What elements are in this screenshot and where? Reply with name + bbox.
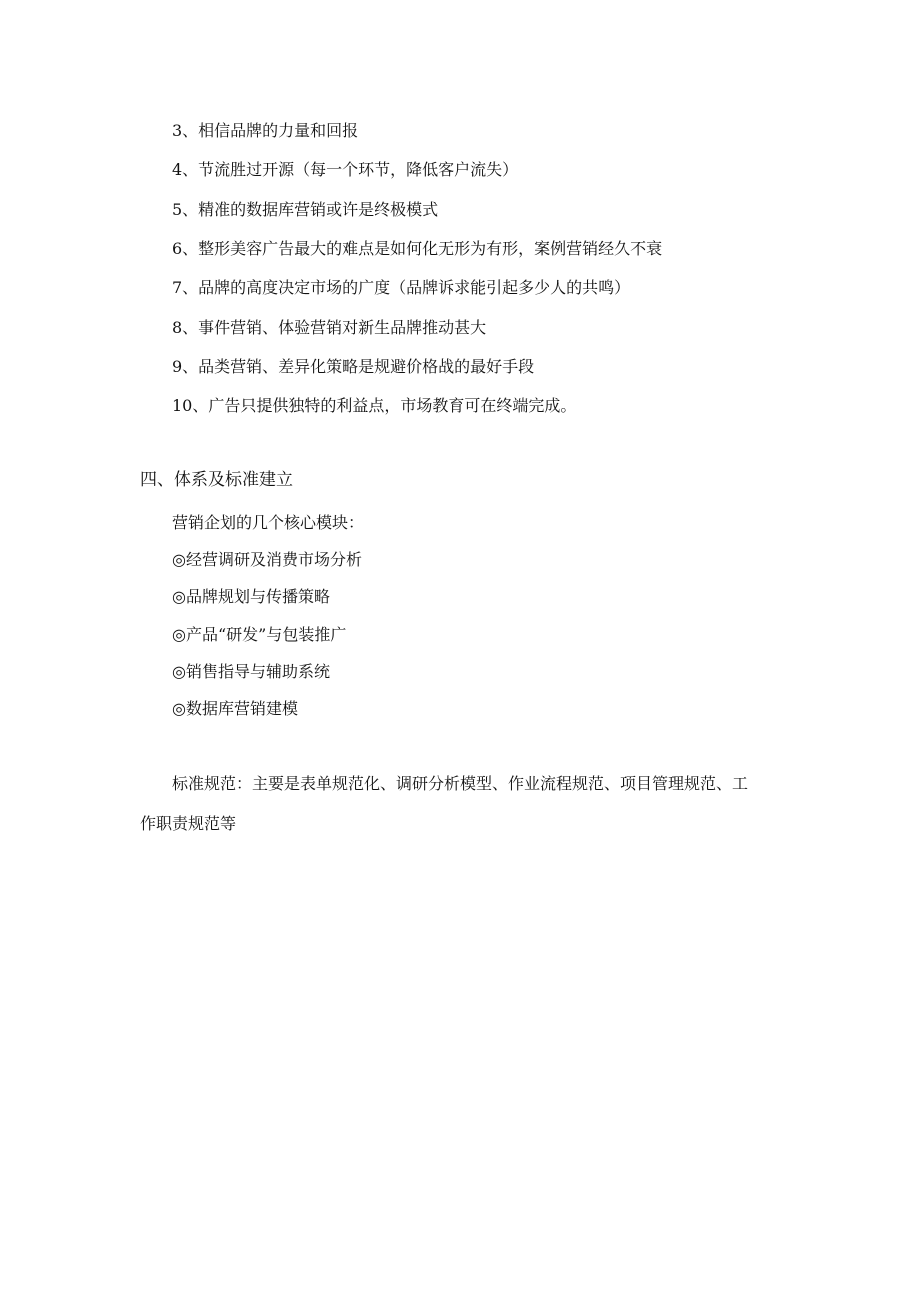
list-item-7: 7、品牌的高度决定市场的广度（品牌诉求能引起多少人的共鸣）: [172, 278, 631, 297]
list-item-3: 3、相信品牌的力量和回报: [172, 121, 359, 140]
modules-intro: 营销企划的几个核心模块：: [172, 513, 365, 532]
list-item-4: 4、节流胜过开源（每一个环节，降低客户流失）: [172, 160, 519, 179]
module-item: ◎产品“研发”与包装推广: [172, 625, 347, 644]
module-item: ◎数据库营销建模: [172, 699, 298, 718]
list-item-5: 5、精准的数据库营销或许是终极模式: [172, 200, 439, 219]
section-heading: 四、体系及标准建立: [140, 470, 293, 490]
list-item-6: 6、整形美容广告最大的难点是如何化无形为有形，案例营销经久不衰: [172, 239, 663, 258]
standards-paragraph: 标准规范：主要是表单规范化、调研分析模型、作业流程规范、项目管理规范、工作职责规范等: [140, 774, 749, 833]
list-item-8: 8、事件营销、体验营销对新生品牌推动甚大: [172, 318, 487, 337]
module-item: ◎品牌规划与传播策略: [172, 587, 330, 606]
list-item-10: 10、广告只提供独特的利益点，市场教育可在终端完成。: [172, 396, 577, 415]
list-item-9: 9、品类营销、差异化策略是规避价格战的最好手段: [172, 357, 535, 376]
module-item: ◎经营调研及消费市场分析: [172, 550, 362, 569]
module-item: ◎销售指导与辅助系统: [172, 662, 330, 681]
